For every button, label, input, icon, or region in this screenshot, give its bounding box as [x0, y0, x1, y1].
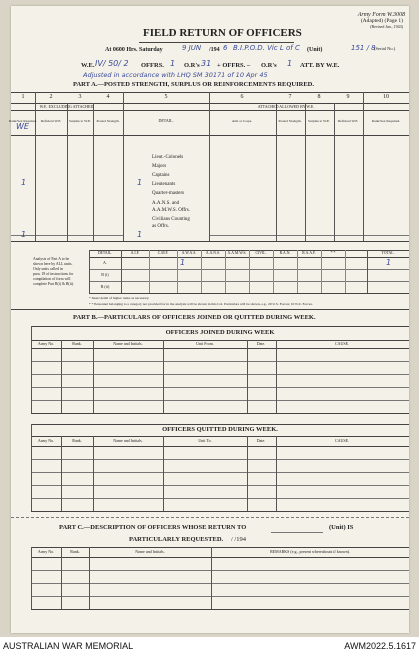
serial-handwritten: 151 / 8: [351, 44, 376, 52]
ors2-label: O.R's: [261, 62, 277, 69]
footnote-2: * * Personnel belonging to a category not provided for in the analysis will be shown in this Col. Particulars will be shown, e.g., 20 U.S. Forces; 10 N.Z. Forces.: [89, 302, 313, 306]
col-surplus-we-left: Surplus to W.E.: [69, 119, 91, 123]
joined-col-unit-from: Unit From.: [196, 341, 214, 346]
form-number-adapted: (Adapted) (Page 1): [360, 18, 403, 24]
joined-col-army-no: Army No.: [37, 341, 55, 346]
quitted-col-name: Name and Initials.: [113, 438, 143, 443]
year-handwritten: 6: [223, 44, 228, 52]
analysis-col-aamws: A.A.M.W.S.: [227, 251, 247, 255]
analysis-col-other: * *: [330, 251, 336, 255]
analysis-note-1: Analysis of Part A to be: [33, 257, 70, 261]
joined-col-date: Date.: [256, 341, 266, 346]
col-number-3: 3: [78, 94, 82, 100]
time-label: At 0600 Hrs. Saturday: [105, 47, 163, 53]
analysis-col-awas: A.W.A.S.: [181, 251, 197, 255]
col-deficient-we-left: Deficient W.E.: [40, 119, 62, 123]
offrs-handwritten: 1: [170, 59, 176, 68]
col-number-2: 2: [49, 94, 53, 100]
analysis-total-handwritten: 1: [386, 258, 392, 267]
rank-majors: Majors: [152, 164, 167, 169]
we-excluding-attached-header: W.E. EXCLUDING ATTACHED.: [39, 104, 95, 109]
date-handwritten: 9 JUN: [182, 44, 202, 52]
col1-total-handwritten: 1: [21, 230, 27, 239]
analysis-note-6: complete Part B(i) & B(ii).: [33, 282, 75, 286]
joined-col-rank: Rank.: [72, 341, 82, 346]
part-c-unit-is: (Unit) IS: [329, 524, 354, 531]
analysis-note-2: shown here by ALL units.: [33, 262, 73, 266]
detail-header: DETAIL.: [158, 118, 174, 123]
adjustment-note-handwritten: Adjusted in accordance with LHQ SM 30171 of 10 Apr 45: [83, 71, 268, 79]
analysis-row-b-i: B (i): [101, 272, 109, 277]
form-title: FIELD RETURN OF OFFICERS: [143, 27, 302, 39]
col1-lieutenants-handwritten: 1: [21, 178, 27, 187]
col4-lieutenants-handwritten: 1: [137, 178, 143, 187]
col-number-5: 5: [164, 94, 168, 100]
serial-label: (Serial No.): [374, 46, 396, 51]
col-number-9: 9: [346, 94, 350, 100]
we-label: W.E.: [81, 62, 95, 69]
plus-offrs-label: + OFFRS. –: [217, 62, 251, 69]
unit-label: (Unit): [307, 47, 323, 53]
archive-footer: [0, 637, 419, 653]
attached-allowed-header: ATTACHED ALLOWED BY W.E.: [257, 104, 315, 109]
col-arm-or-corps: Arm or Corps.: [231, 119, 253, 123]
form-number: Army Form W.3008: [357, 12, 405, 18]
analysis-col-aif: A.I.F.: [130, 251, 140, 255]
col-number-7: 7: [288, 94, 292, 100]
analysis-note-3: Only units called in: [33, 267, 63, 271]
officers-quitted-heading: OFFICERS QUITTED DURING WEEK.: [162, 426, 278, 433]
att-label: ATT. BY W.E.: [300, 62, 340, 69]
analysis-cmf-handwritten: 1: [180, 258, 186, 267]
part-c-divider: [11, 517, 409, 518]
col-number-4: 4: [106, 94, 110, 100]
part-c-col-name: Name and Initials.: [135, 549, 165, 554]
part-b-heading: PART B.—PARTICULARS OF OFFICERS JOINED OR QUITTED DURING WEEK.: [73, 314, 316, 321]
analysis-col-total: TOTAL.: [381, 251, 395, 255]
joined-col-cause: CAUSE.: [334, 341, 350, 346]
col-deficient-we-right: Deficient W.E.: [337, 119, 359, 123]
year-label: /194: [209, 47, 220, 53]
quitted-col-date: Date.: [256, 438, 266, 443]
col-number-1: 1: [21, 94, 25, 100]
analysis-col-ran: R.A.N.: [279, 251, 291, 255]
att-handwritten: 1: [287, 59, 293, 68]
col-posted-strength-right: Posted Strength.: [278, 119, 302, 123]
ors-handwritten: 31: [201, 59, 212, 68]
offrs-label: OFFRS.: [141, 62, 164, 69]
rank-captains: Captains: [152, 173, 170, 178]
archive-credit: AUSTRALIAN WAR MEMORIAL: [3, 641, 134, 651]
part-c-date: / /194: [231, 536, 246, 543]
col-surplus-we-right: Surplus to W.E.: [308, 119, 330, 123]
ors-label: O.R's: [184, 62, 200, 69]
part-c-heading: PART C.—DESCRIPTION OF OFFICERS WHOSE RETURN TO: [59, 524, 247, 531]
rank-aamws: A.A.M.W.S. Offrs.: [152, 208, 190, 213]
accession-number: AWM2022.5.1617: [344, 641, 416, 651]
quitted-col-unit-to: Unit To.: [198, 438, 212, 443]
analysis-note-4: para. 18 of instructions for: [33, 272, 74, 276]
analysis-col-aans: A.A.N.S.: [205, 251, 221, 255]
rank-lieut-colonels: Lieut.-Colonels: [152, 155, 184, 160]
col-rank-sex-required-left: Rank/Sex Required.: [8, 119, 38, 123]
unit-handwritten: B.I.P.O.D. Vic L of C: [233, 44, 300, 52]
part-c-col-army-no: Army No.: [37, 549, 55, 554]
quitted-col-army-no: Army No.: [37, 438, 55, 443]
joined-col-name: Name and Initials.: [113, 341, 143, 346]
part-c-col-rank: Rank.: [70, 549, 80, 554]
title-underline: [139, 42, 294, 43]
quitted-col-cause: CAUSE.: [334, 438, 350, 443]
col-number-10: 10: [383, 94, 389, 100]
analysis-detail-header: DETAIL.: [97, 251, 113, 255]
col-posted-strength-left: Posted Strength.: [96, 119, 120, 123]
rank-lieutenants: Lieutenants: [152, 182, 176, 187]
rank-civilians-cont: as Offrs.: [152, 224, 170, 229]
footnote-1: * Insert detail of higher ranks as necessary.: [89, 296, 150, 300]
quitted-col-rank: Rank.: [72, 438, 82, 443]
officers-joined-heading: OFFICERS JOINED DURING WEEK: [165, 329, 275, 336]
col-number-6: 6: [240, 94, 244, 100]
col-rank-sex-required-right: Rank/Sex Required.: [371, 119, 401, 123]
part-c-col-remarks: REMARKS (e.g., present whereabouts if known).: [270, 549, 350, 554]
form-number-revised: (Revised Jan., 1943): [370, 24, 403, 29]
we-row-handwritten: WE: [16, 122, 29, 131]
part-a-heading: PART A.—POSTED STRENGTH, SURPLUS OR REINFORCEMENTS REQUIRED.: [73, 81, 314, 88]
analysis-col-raaf: R.A.A.F.: [302, 251, 316, 255]
rank-civilians: Civilians Counting: [152, 217, 190, 222]
rank-quarter-masters: Quarter-masters: [152, 191, 185, 196]
analysis-col-cmf: C.M.F.: [157, 251, 169, 255]
analysis-row-a: A.: [103, 260, 107, 265]
form-page: [8, 6, 409, 633]
analysis-note-5: compilation of form will: [33, 277, 71, 281]
analysis-col-civil: CIVIL.: [255, 251, 267, 255]
rank-aans: A.A.N.S. and: [152, 201, 180, 206]
we-handwritten: IV/ 50/ 2: [95, 59, 129, 68]
col4-total-handwritten: 1: [137, 230, 143, 239]
part-c-requested: PARTICULARLY REQUESTED.: [129, 536, 224, 543]
analysis-row-b-ii: B (ii): [100, 284, 110, 289]
col-number-8: 8: [317, 94, 321, 100]
